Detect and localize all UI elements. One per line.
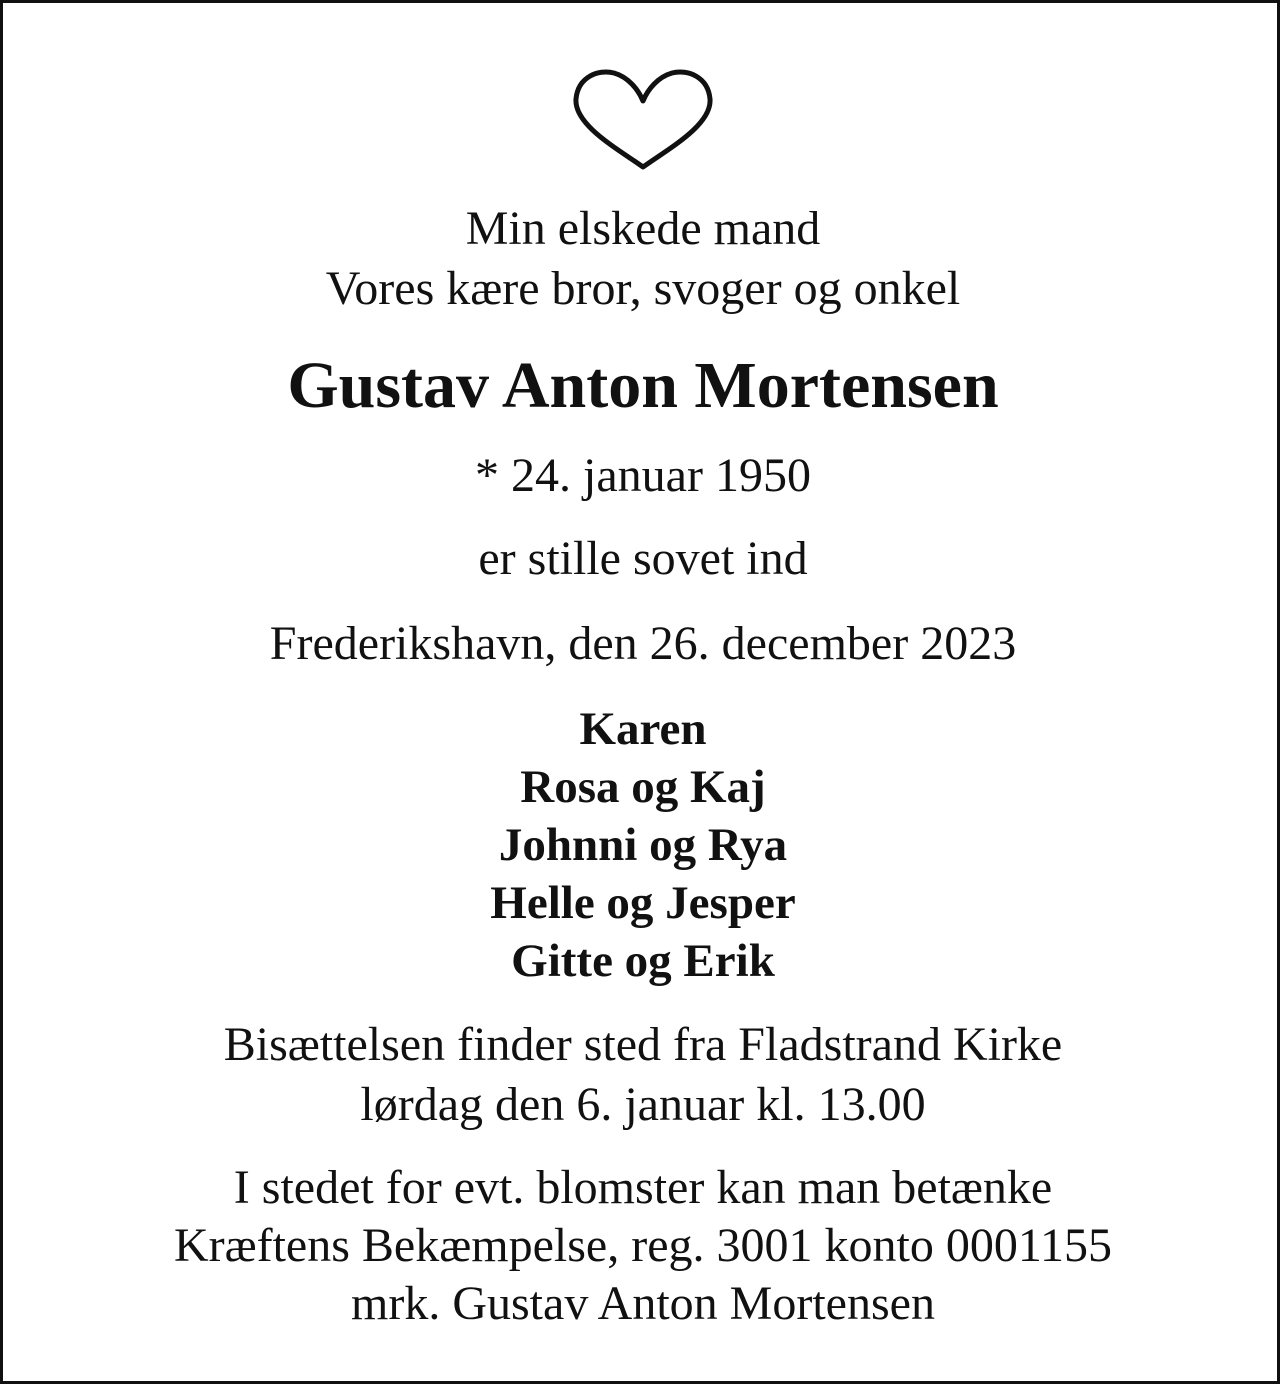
- place-date: Frederikshavn, den 26. december 2023: [269, 617, 1017, 670]
- family-member: Gitte og Erik: [511, 935, 775, 987]
- deceased-name: Gustav Anton Mortensen: [287, 349, 999, 422]
- birth-date: * 24. januar 1950: [475, 449, 811, 502]
- family-member: Johnni og Rya: [498, 819, 788, 871]
- donation-line-3: mrk. Gustav Anton Mortensen: [351, 1277, 935, 1330]
- funeral-line-1: Bisættelsen finder sted fra Fladstrand Kirke: [223, 1018, 1063, 1071]
- intro-line-1: Min elskede mand: [465, 202, 821, 255]
- intro-line-2: Vores kære bror, svoger og onkel: [325, 262, 961, 315]
- passed-phrase: er stille sovet ind: [478, 532, 808, 585]
- family-member: Helle og Jesper: [490, 877, 796, 929]
- donation-line-2: Kræftens Bekæmpelse, reg. 3001 konto 0001155: [173, 1219, 1113, 1272]
- family-member: Karen: [579, 703, 707, 755]
- funeral-line-2: lørdag den 6. januar kl. 13.00: [360, 1078, 926, 1131]
- donation-line-1: I stedet for evt. blomster kan man betænke: [233, 1161, 1053, 1214]
- family-member: Rosa og Kaj: [520, 761, 766, 813]
- heart-icon: [568, 67, 718, 175]
